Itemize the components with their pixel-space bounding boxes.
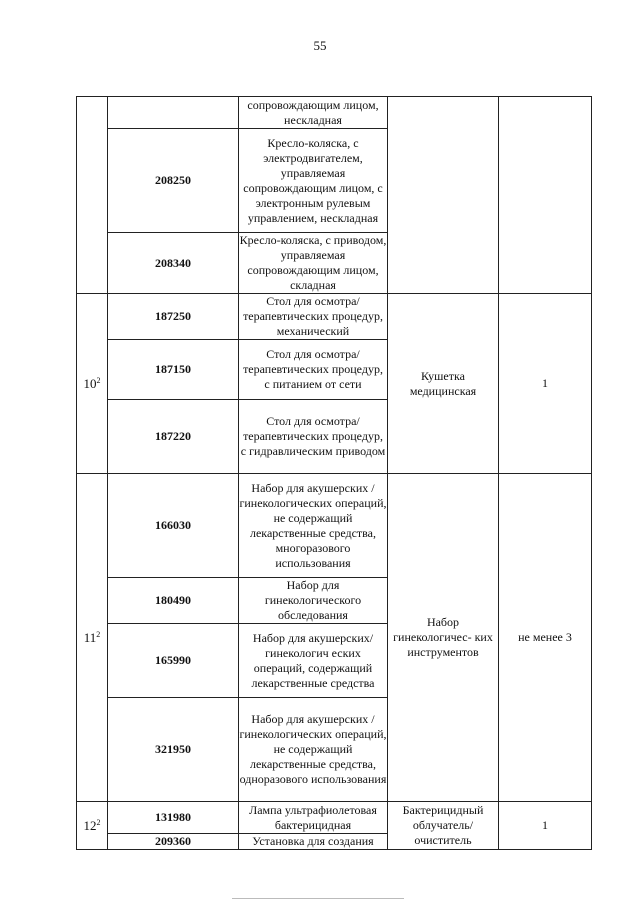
row-number: 11	[83, 630, 97, 645]
name-cell: Набор для гинекологического обследования	[239, 578, 388, 624]
code-cell: 131980	[108, 802, 239, 834]
table-row	[77, 294, 592, 340]
type-cell: Кушетка медицинская	[388, 294, 499, 474]
name-cell: Установка для создания	[239, 834, 388, 850]
row-number-superscript: 2	[96, 818, 101, 827]
code-cell: 208250	[108, 129, 239, 233]
code-cell: 165990	[108, 624, 239, 698]
row-number-cell	[77, 474, 108, 802]
row-number-cell	[77, 802, 108, 850]
name-cell: Кресло-коляска, с приводом, управляемая сопровождающим лицом, складная	[239, 233, 387, 292]
type-cell	[388, 97, 499, 294]
page-number: 55	[313, 38, 327, 53]
row-number-superscript: 2	[96, 630, 101, 639]
type-cell: Бактерицидный облучатель/ очиститель	[388, 802, 499, 850]
name-cell: сопровождающим лицом, нескладная	[239, 97, 388, 129]
name-cell: Лампа ультрафиолетовая бактерицидная	[239, 802, 388, 834]
row-number: 12	[83, 818, 97, 833]
code-cell: 208340	[108, 233, 239, 294]
table-row	[77, 97, 592, 129]
code-cell: 209360	[108, 834, 239, 850]
name-cell: Набор для акушерских/гинекологич еских операций, содержащий лекарственные средства	[239, 624, 388, 698]
row-number-cell	[77, 97, 108, 294]
code-cell: 187220	[108, 400, 239, 474]
row-number-superscript: 2	[96, 376, 101, 385]
name-cell: Набор для акушерских /гинекологических операций, не содержащий лекарственные средства, одноразового использования	[239, 698, 388, 802]
row-number: 10	[83, 376, 97, 391]
name-cell: Стол для осмотра/терапевтических процедур, с гидравлическим приводом	[239, 400, 388, 474]
table-row	[77, 802, 592, 834]
name-cell: Набор для акушерских /гинекологических операций, не содержащий лекарственные средства, многоразового использования	[239, 474, 388, 578]
bottom-divider	[232, 898, 404, 899]
name-cell: Стол для осмотра/терапевтических процедур, механический	[239, 294, 388, 340]
quantity-cell	[499, 97, 592, 294]
quantity-cell: не менее 3	[499, 474, 592, 802]
quantity-cell: 1	[499, 802, 592, 850]
code-cell: 180490	[108, 578, 239, 624]
name-cell: Стол для осмотра/терапевтических процедур, с питанием от сети	[239, 340, 388, 400]
quantity-cell: 1	[499, 294, 592, 474]
code-cell: 166030	[108, 474, 239, 578]
table-row	[77, 474, 592, 578]
code-cell	[108, 97, 239, 129]
code-cell: 187250	[108, 294, 239, 340]
code-cell: 321950	[108, 698, 239, 802]
name-cell: Кресло-коляска, с электродвигателем, управляемая сопровождающим лицом, с электронным рулевым управлением, нескладная	[239, 129, 388, 233]
equipment-table	[76, 96, 592, 850]
row-number-cell	[77, 294, 108, 474]
type-cell: Набор гинекологичес- ких инструментов	[388, 474, 499, 802]
code-cell: 187150	[108, 340, 239, 400]
